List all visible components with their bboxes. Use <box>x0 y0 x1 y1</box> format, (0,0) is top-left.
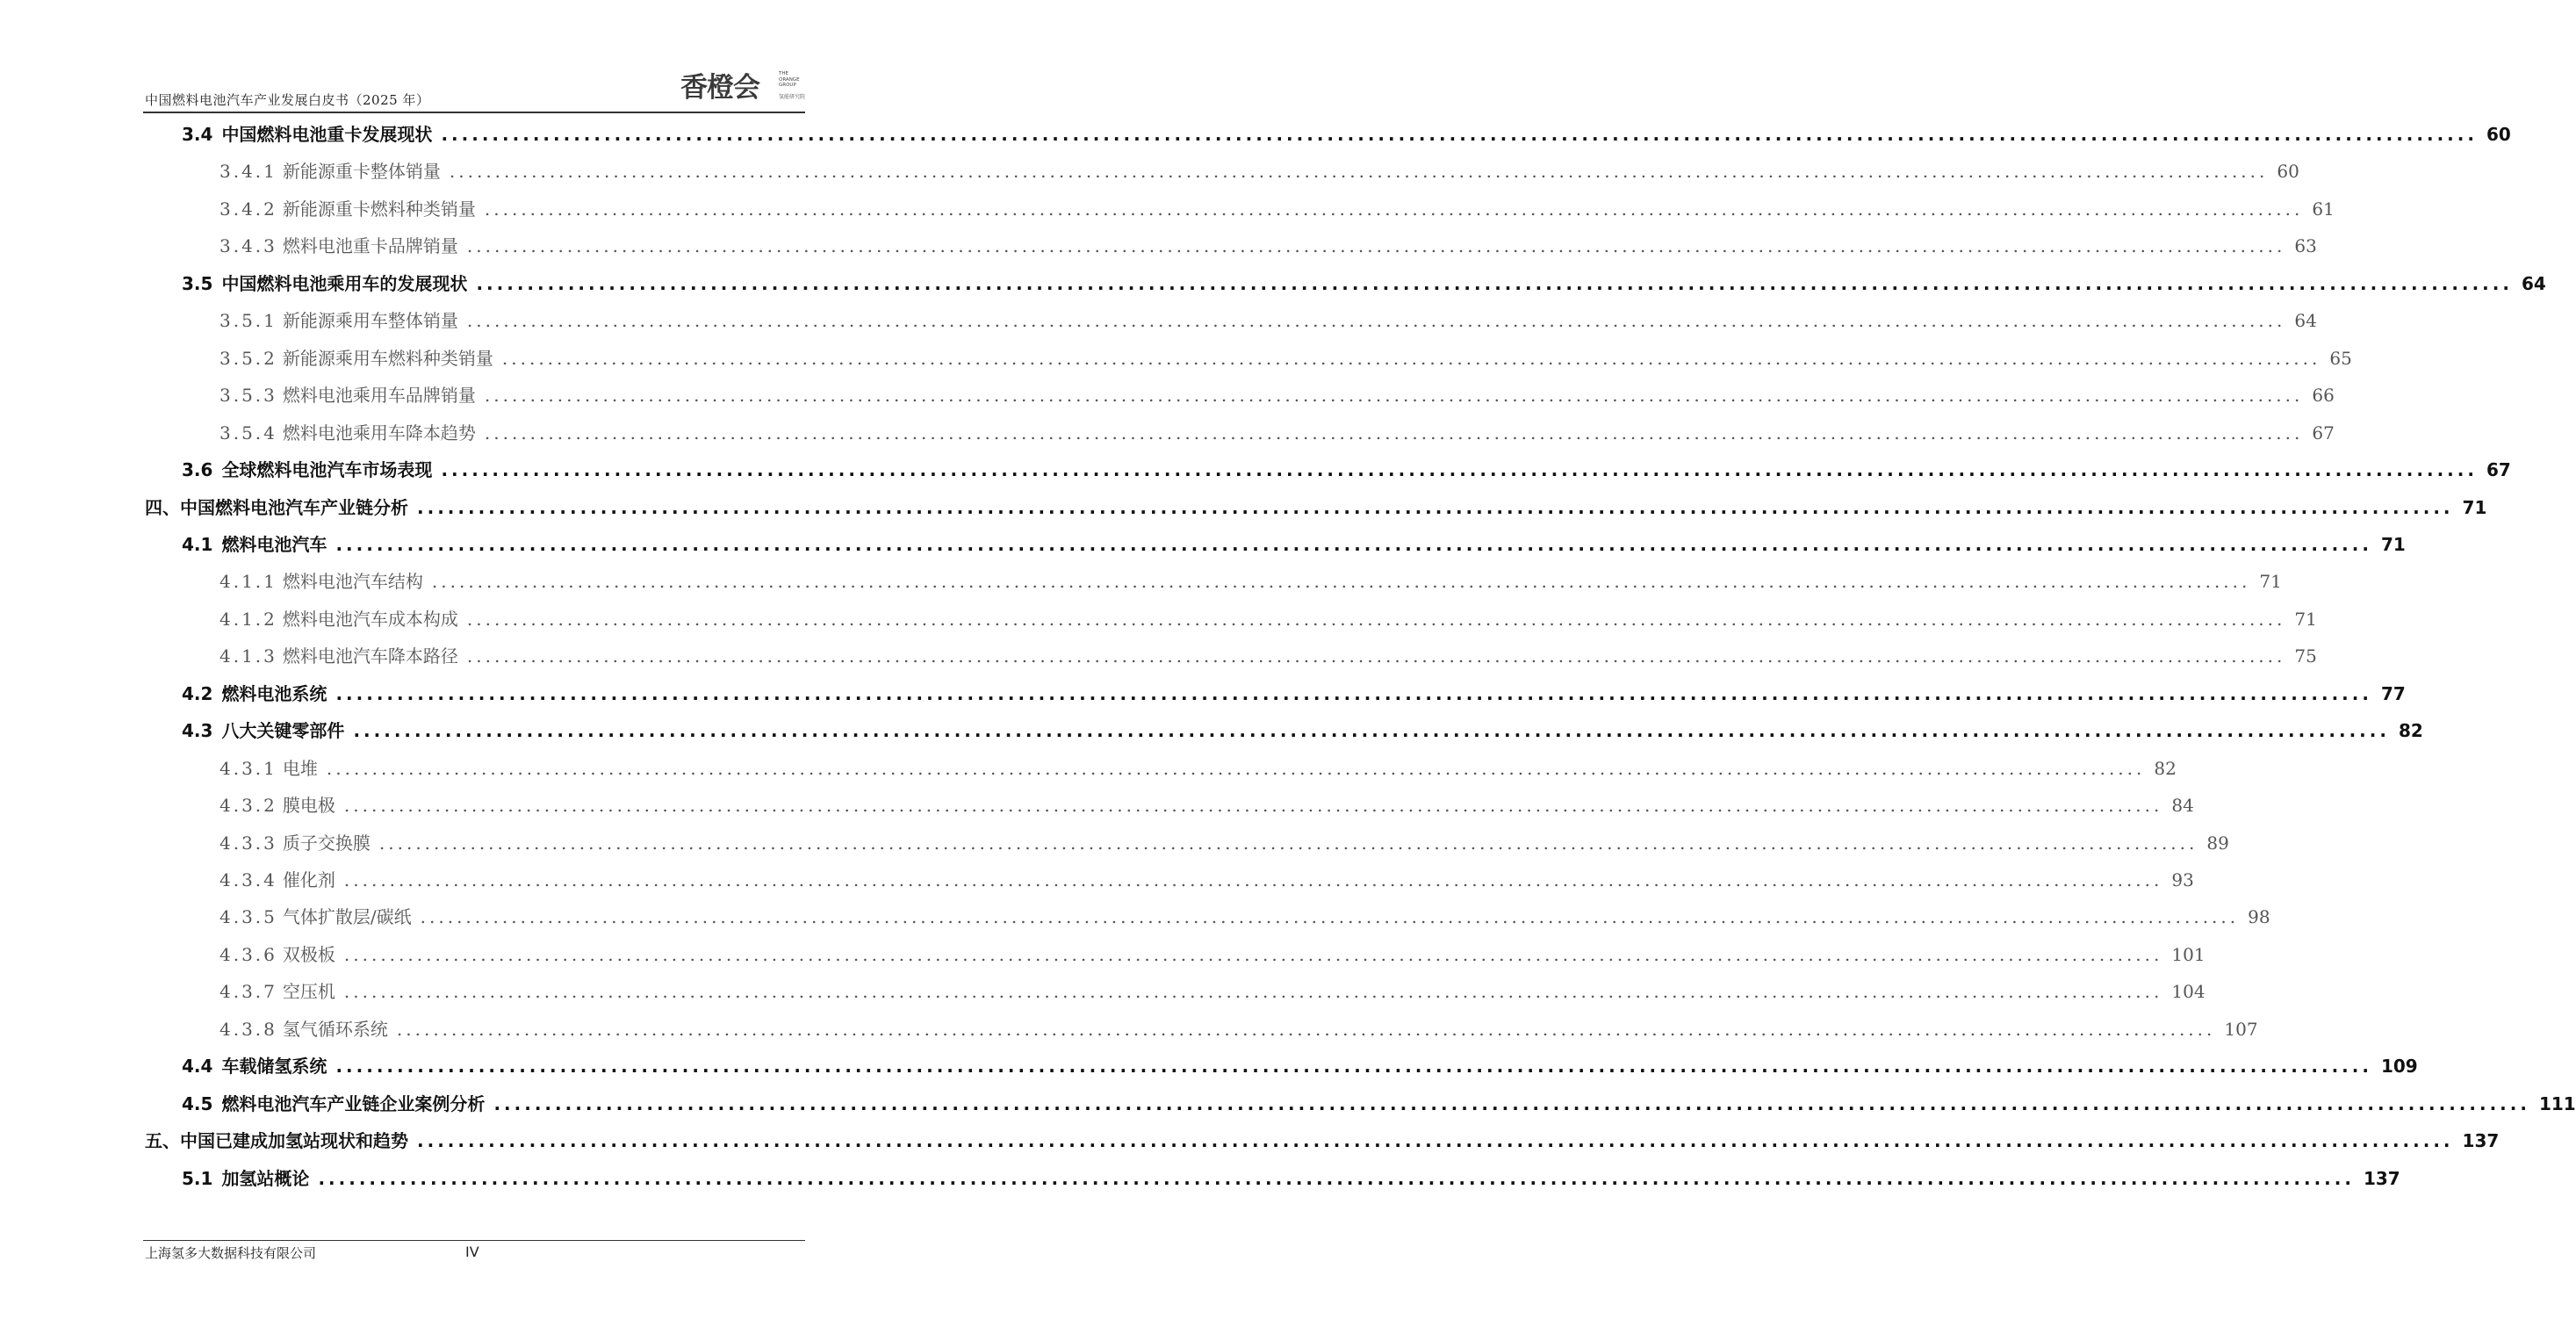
toc-entry[interactable] <box>145 1128 2500 1154</box>
toc-entry-number: 4.3.8 <box>219 1018 277 1040</box>
toc-entry-title: 新能源乘用车燃料种类销量 <box>282 347 493 369</box>
toc-entry-number: 4.3.4 <box>219 869 277 890</box>
toc-entry-number: 4.3 <box>182 720 213 742</box>
toc-entry-title: 空压机 <box>282 981 335 1003</box>
toc-entry-page: 137 <box>2462 1130 2500 1152</box>
toc-entry[interactable] <box>182 1053 2418 1079</box>
toc-dot-leader: ........................................................................................................................................................................................................ <box>335 1056 2372 1078</box>
toc-entry-title: 燃料电池汽车降本路径 <box>282 645 458 667</box>
toc-entry-number: 4.5 <box>182 1092 213 1114</box>
toc-entry[interactable] <box>182 1091 2576 1117</box>
toc-entry-number: 5.1 <box>182 1167 213 1189</box>
toc-dot-leader: ........................................................................................................................................................................................................ <box>343 981 2163 1003</box>
logo-en-text: THE ORANGE GROUP <box>779 71 800 88</box>
toc-dot-leader: ........................................................................................................................................................................................................ <box>476 272 2513 294</box>
toc-entry[interactable] <box>182 121 2511 148</box>
toc-dot-leader: ........................................................................................................................................................................................................ <box>484 198 2304 220</box>
toc-entry-page: 82 <box>2398 720 2423 742</box>
toc-entry-page: 66 <box>2312 385 2335 407</box>
toc-dot-leader: ........................................................................................................................................................................................................ <box>343 943 2163 965</box>
toc-entry[interactable] <box>182 531 2406 558</box>
logo-subtitle: 氢能研究院 <box>779 94 806 100</box>
toc-entry-number: 3.5 <box>182 272 213 294</box>
footer-page-number: IV <box>465 1244 479 1260</box>
toc-entry[interactable] <box>219 978 2205 1005</box>
footer-company: 上海氢多大数据科技有限公司 <box>145 1245 317 1261</box>
toc-dot-leader: ........................................................................................................................................................................................................ <box>417 496 2454 518</box>
toc-entry-page: 107 <box>2224 1018 2258 1040</box>
toc-entry-page: 71 <box>2462 496 2487 518</box>
toc-entry-title: 燃料电池汽车 <box>221 533 327 555</box>
toc-entry-page: 82 <box>2154 757 2177 779</box>
toc-dot-leader: ........................................................................................................................................................................................................ <box>318 1167 2355 1189</box>
toc-entry[interactable] <box>219 755 2177 782</box>
toc-entry-page: 67 <box>2486 459 2511 481</box>
toc-entry[interactable] <box>182 270 2546 297</box>
toc-dot-leader: ........................................................................................................................................................................................................ <box>466 310 2286 332</box>
toc-entry[interactable] <box>219 158 2299 184</box>
toc-entry[interactable] <box>145 494 2487 521</box>
toc-entry-number: 4.1.3 <box>219 645 277 667</box>
toc-entry-number: 3.6 <box>182 459 213 481</box>
toc-entry-title: 气体扩散层/碳纸 <box>282 906 412 928</box>
toc-entry-title: 燃料电池汽车产业链企业案例分析 <box>221 1092 486 1114</box>
toc-entry-title: 氢气循环系统 <box>282 1018 388 1040</box>
toc-dot-leader: ........................................................................................................................................................................................................ <box>493 1092 2530 1114</box>
toc-entry-number: 4.3.7 <box>219 981 277 1003</box>
toc-dot-leader: ........................................................................................................................................................................................................ <box>420 906 2240 928</box>
toc-entry-page: 111 <box>2538 1092 2576 1114</box>
toc-entry-number: 4.1.1 <box>219 571 277 593</box>
toc-entry-page: 89 <box>2206 832 2229 854</box>
toc-entry-page: 101 <box>2171 943 2205 965</box>
toc-entry-page: 63 <box>2294 235 2317 257</box>
toc-entry[interactable] <box>219 941 2205 968</box>
toc-entry[interactable] <box>219 643 2317 669</box>
toc-entry-title: 电堆 <box>282 757 318 779</box>
toc-entry-page: 65 <box>2329 347 2352 369</box>
toc-entry-title: 全球燃料电池汽车市场表现 <box>221 459 433 481</box>
toc-entry-number: 3.4 <box>182 124 213 145</box>
toc-entry-number: 3.5.1 <box>219 310 277 332</box>
toc-entry-title: 膜电极 <box>282 795 335 817</box>
logo <box>680 63 808 105</box>
toc-entry-number: 4.1.2 <box>219 608 277 630</box>
toc-entry-title: 新能源乘用车整体销量 <box>282 310 458 332</box>
toc-entry-number: 3.4.3 <box>219 235 277 257</box>
toc-dot-leader: ........................................................................................................................................................................................................ <box>417 1130 2454 1152</box>
toc-entry-number: 3.4.1 <box>219 161 277 183</box>
toc-entry-title: 催化剂 <box>282 869 335 890</box>
toc-entry-title: 中国燃料电池乘用车的发展现状 <box>221 272 468 294</box>
toc-entry-page: 64 <box>2521 272 2546 294</box>
toc-entry[interactable] <box>219 904 2270 930</box>
toc-entry[interactable] <box>182 1165 2400 1192</box>
toc-entry-title: 燃料电池乘用车品牌销量 <box>282 385 476 407</box>
toc-entry-page: 71 <box>2380 533 2406 555</box>
toc-entry-number: 3.5.4 <box>219 422 277 443</box>
toc-dot-leader: ........................................................................................................................................................................................................ <box>378 832 2198 854</box>
toc-entry-page: 64 <box>2294 310 2317 332</box>
toc-entry-title: 燃料电池系统 <box>221 682 327 704</box>
toc-dot-leader: ........................................................................................................................................................................................................ <box>335 533 2372 555</box>
toc-entry-number: 3.5.3 <box>219 385 277 407</box>
toc-entry-number: 4.4 <box>182 1056 213 1078</box>
toc-entry-page: 60 <box>2486 124 2511 145</box>
toc-entry-title: 燃料电池乘用车降本趋势 <box>282 422 476 443</box>
toc-entry-number: 4.3.1 <box>219 757 277 779</box>
toc-entry-number: 3.4.2 <box>219 198 277 220</box>
toc-entry[interactable] <box>219 196 2335 222</box>
footer-divider <box>143 1240 805 1241</box>
toc-entry-number: 4.3.2 <box>219 795 277 817</box>
toc-entry-number: 4.3.6 <box>219 943 277 965</box>
toc-dot-leader: ........................................................................................................................................................................................................ <box>484 385 2304 407</box>
toc-entry-title: 加氢站概论 <box>221 1167 310 1189</box>
toc-entry-page: 71 <box>2259 571 2282 593</box>
toc-entry-page: 71 <box>2294 608 2317 630</box>
toc-entry[interactable] <box>219 1016 2258 1042</box>
header-divider <box>143 112 805 113</box>
toc-entry[interactable] <box>219 345 2352 371</box>
toc-entry-title: 新能源重卡整体销量 <box>282 161 441 183</box>
logo-text: 香橙会 <box>680 72 759 104</box>
toc-entry[interactable] <box>219 382 2335 408</box>
toc-entry-title: 新能源重卡燃料种类销量 <box>282 198 476 220</box>
toc-entry-page: 104 <box>2171 981 2205 1003</box>
toc-entry-number: 3.5.2 <box>219 347 277 369</box>
toc-entry[interactable] <box>219 830 2229 856</box>
toc-entry-number: 4.2 <box>182 682 213 704</box>
toc-dot-leader: ........................................................................................................................................................................................................ <box>466 645 2286 667</box>
toc-entry[interactable] <box>219 606 2317 632</box>
toc-entry-page: 75 <box>2294 645 2317 667</box>
toc-entry[interactable] <box>219 233 2317 259</box>
toc-entry-title: 八大关键零部件 <box>221 720 345 742</box>
toc-entry-title: 燃料电池汽车成本构成 <box>282 608 458 630</box>
toc-entry[interactable] <box>182 681 2406 707</box>
toc-entry-page: 109 <box>2380 1056 2418 1078</box>
toc-dot-leader: ........................................................................................................................................................................................................ <box>396 1018 2216 1040</box>
toc-dot-leader: ........................................................................................................................................................................................................ <box>431 571 2251 593</box>
toc-dot-leader: ........................................................................................................................................................................................................ <box>335 682 2372 704</box>
toc-entry-page: 61 <box>2312 198 2335 220</box>
toc-entry-title: 五、中国已建成加氢站现状和趋势 <box>145 1130 408 1152</box>
toc-dot-leader: ........................................................................................................................................................................................................ <box>441 459 2478 481</box>
toc-entry-title: 质子交换膜 <box>282 832 371 854</box>
toc-entry[interactable] <box>219 420 2335 446</box>
toc-entry-title: 燃料电池汽车结构 <box>282 571 423 593</box>
toc-entry-page: 84 <box>2171 795 2194 817</box>
toc-entry[interactable] <box>219 792 2194 818</box>
toc-entry-title: 车载储氢系统 <box>221 1056 327 1078</box>
toc-dot-leader: ........................................................................................................................................................................................................ <box>343 869 2163 890</box>
toc-entry[interactable] <box>182 457 2511 483</box>
toc-entry-page: 137 <box>2363 1167 2400 1189</box>
toc-entry-page: 98 <box>2248 906 2270 928</box>
toc-entry-number: 4.3.5 <box>219 906 277 928</box>
toc-entry-page: 60 <box>2277 161 2299 183</box>
toc-entry[interactable] <box>219 568 2282 595</box>
toc-entry[interactable] <box>219 307 2317 334</box>
toc-entry-title: 四、中国燃料电池汽车产业链分析 <box>145 496 408 518</box>
toc-entry-page: 93 <box>2171 869 2194 890</box>
toc-entry-number: 4.3.3 <box>219 832 277 854</box>
toc-entry-title: 中国燃料电池重卡发展现状 <box>221 124 433 145</box>
toc-dot-leader: ........................................................................................................................................................................................................ <box>466 235 2286 257</box>
toc-dot-leader: ........................................................................................................................................................................................................ <box>343 795 2163 817</box>
toc-entry[interactable] <box>182 717 2423 744</box>
toc-dot-leader: ........................................................................................................................................................................................................ <box>353 720 2390 742</box>
toc-dot-leader: ........................................................................................................................................................................................................ <box>501 347 2321 369</box>
toc-entry-page: 77 <box>2380 682 2406 704</box>
toc-entry-title: 双极板 <box>282 943 335 965</box>
toc-dot-leader: ........................................................................................................................................................................................................ <box>441 124 2478 145</box>
toc-dot-leader: ........................................................................................................................................................................................................ <box>466 608 2286 630</box>
toc-dot-leader: ........................................................................................................................................................................................................ <box>326 757 2146 779</box>
toc-dot-leader: ........................................................................................................................................................................................................ <box>484 422 2304 443</box>
toc-entry-page: 67 <box>2312 422 2335 443</box>
header-title: 中国燃料电池汽车产业发展白皮书（2025 年） <box>145 92 430 108</box>
toc-dot-leader: ........................................................................................................................................................................................................ <box>449 161 2269 183</box>
toc-entry-title: 燃料电池重卡品牌销量 <box>282 235 458 257</box>
toc-entry[interactable] <box>219 867 2194 893</box>
toc-entry-number: 4.1 <box>182 533 213 555</box>
